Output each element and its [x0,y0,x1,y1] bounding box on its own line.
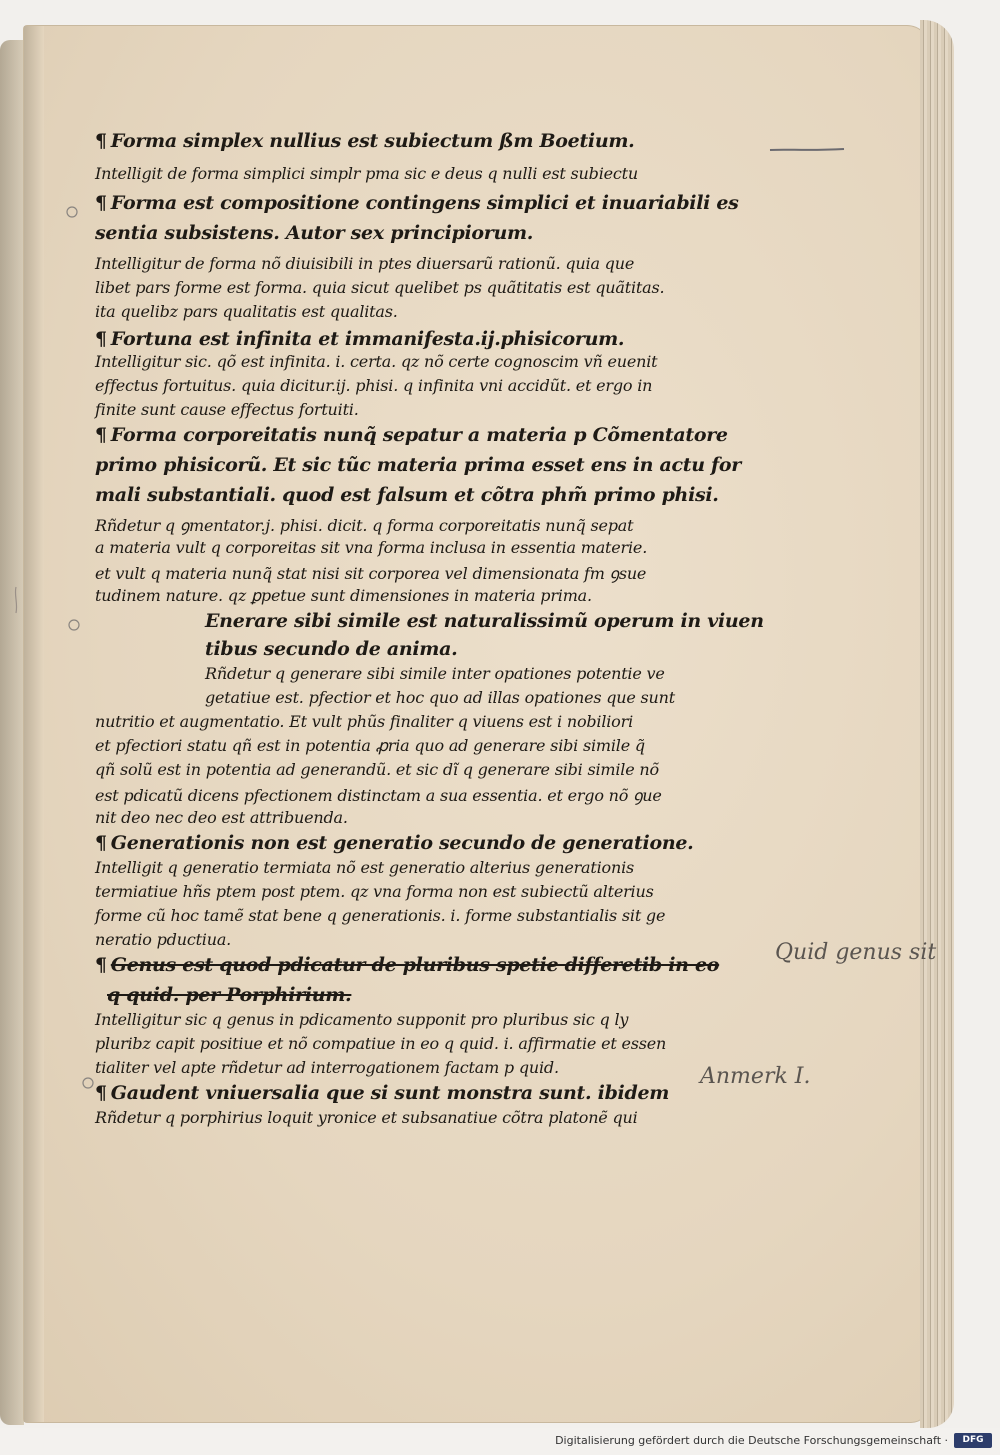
text-line-content: Intelligitur sic. qõ est infinita. i. certa. qz nõ certe cognoscim vñ euenit [95,352,658,371]
text-line-content: Intelligit de forma simplici simplr pma sic e deus q nulli est subiectu [95,164,638,183]
text-line [107,984,351,1006]
text-line-content: Enerare sibi simile est naturalissimũ operum in viuen [205,610,764,632]
text-line [95,302,398,321]
text-line [205,638,457,660]
text-line [95,538,647,557]
text-line-content: Intelligitur de forma nõ diuisibili in ptes diuersarũ rationũ. quia que [95,254,635,273]
text-line [95,1108,638,1127]
paragraph-mark-icon: ¶ [95,832,107,854]
margin-pencil-mark [8,585,24,615]
text-line [95,832,693,854]
margin-note: Quid genus sit [775,940,937,965]
text-line [95,454,741,476]
text-line [95,930,231,949]
text-line-content: primo phisicorũ. Et sic tũc materia prima esset ens in actu for [95,454,742,476]
paragraph-mark-icon: ¶ [95,192,107,214]
text-line [95,328,624,350]
text-line-content: Fortuna est infinita et immanifesta.ij.phisicorum. [110,328,625,350]
text-line-content: Rñdetur q ꝯmentator.j. phisi. dicit. q forma corporeitatis nunq̃ sepat [95,516,634,535]
text-line-content: Generationis non est generatio secundo de generatione. [110,832,694,854]
text-line-content: Intelligit q generatio termiata nõ est generatio alterius generationis [95,858,635,877]
text-line [95,954,719,976]
footer-bar [0,1428,1000,1455]
text-line [95,906,665,925]
text-line [95,376,652,395]
text-line [95,586,592,605]
text-line [95,1010,628,1029]
text-line [95,192,739,214]
page-edges-stack [920,20,954,1428]
text-line [95,254,634,273]
margin-note: Anmerk I. [700,1064,811,1089]
margin-pencil-dash [768,145,848,155]
text-line-content: et pfectiori statu qñ est in potentia ꝓria quo ad generare sibi simile q̃ [95,736,645,755]
text-line [95,424,728,446]
text-line [95,400,359,419]
text-line-content: nit deo nec deo est attribuenda. [95,808,348,827]
text-line [95,130,634,152]
text-line-content: libet pars forme est forma. quia sicut quelibet ps quãtitatis est quãtitas. [95,278,665,297]
text-line-content: tibus secundo de anima. [205,638,458,660]
text-line [95,736,645,755]
text-line-content: Forma corporeitatis nunq̃ sepatur a materia p Cõmentatore [110,424,728,446]
text-line-content: pluribz capit positiue et nõ compatiue in eo q quid. i. affirmatie et essen [95,1034,667,1053]
text-line-content: sentia subsistens. Autor sex principiorum. [95,222,534,244]
text-line-content: tudinem nature. qz ꝑpetue sunt dimensiones in materia prima. [95,586,592,605]
text-line-content: nutritio et augmentatio. Et vult phũs finaliter q viuens est i nobiliori [95,712,633,731]
text-line [95,808,348,827]
text-line [95,882,654,901]
text-line-content: q quid. per Porphirium. [107,984,352,1006]
text-line [95,712,633,731]
text-line-content: Forma est compositione contingens simplici et inuariabili es [110,192,739,214]
text-line-content: neratio pductiua. [95,930,232,949]
text-line-content: forme cũ hoc tamẽ stat bene q generationis. i. forme substantialis sit ge [95,906,666,925]
text-line-content: finite sunt cause effectus fortuiti. [95,400,359,419]
text-line-content: termiatiue hñs ptem post ptem. qz vna forma non est subiectũ alterius [95,882,654,901]
text-line [95,222,533,244]
text-line-content: Intelligitur sic q genus in pdicamento supponit pro pluribus sic q ly [95,1010,629,1029]
text-line [205,610,764,632]
margin-circle-mark-1 [64,204,80,220]
text-line [95,784,662,806]
page-gutter-shadow [24,26,44,1422]
text-line-content: et vult q materia nunq̃ stat nisi sit corporea vel dimensionata fm ꝯsue [95,564,647,583]
text-line-content: tialiter vel apte rñdetur ad interrogationem factam p quid. [95,1058,559,1077]
text-line [95,760,659,779]
text-line [95,514,633,536]
paragraph-mark-icon: ¶ [95,328,107,350]
text-line [205,688,675,707]
dfg-logo: DFG [954,1433,992,1448]
text-line [95,164,638,183]
text-line-content: Gaudent vniuersalia que si sunt monstra sunt. ibidem [110,1082,670,1104]
text-line [95,1034,666,1053]
text-line-content: Forma simplex nullius est subiectum ßm Boetium. [110,130,635,152]
paragraph-mark-icon: ¶ [95,130,107,152]
paragraph-mark-icon: ¶ [95,1082,107,1104]
margin-circle-mark-3 [80,1075,96,1091]
funding-credit: Digitalisierung gefördert durch die Deutsche Forschungsgemeinschaft · [555,1434,948,1447]
text-line [95,352,657,371]
text-line-content: Genus est quod pdicatur de pluribus spetie differetib in eo [110,954,720,976]
text-line [205,664,665,683]
text-line [95,858,634,877]
text-line-content: est pdicatũ dicens pfectionem distinctam a sua essentia. et ergo nõ ꝯue [95,786,662,805]
text-line [95,278,664,297]
text-line [95,484,719,506]
text-line-content: qñ solũ est in potentia ad generandũ. et sic dĩ q generare sibi simile nõ [95,760,659,779]
text-line-content: Rñdetur q generare sibi simile inter opationes potentie ve [205,664,665,683]
text-line-content: effectus fortuitus. quia dicitur.ij. phisi. q infinita vni accidũt. et ergo in [95,376,653,395]
margin-circle-mark-2 [66,617,82,633]
text-line-content: a materia vult q corporeitas sit vna forma inclusa in essentia materie. [95,538,648,557]
text-line [95,562,646,584]
text-line [95,1058,559,1077]
text-line-content: Rñdetur q porphirius loquit yronice et subsanatiue cõtra platonẽ qui [95,1108,638,1127]
text-line [95,1082,669,1104]
text-line-content: mali substantiali. quod est falsum et cõtra phm̃ primo phisi. [95,484,719,506]
facing-page-edge [0,40,24,1425]
paragraph-mark-icon: ¶ [95,424,107,446]
paragraph-mark-icon: ¶ [95,954,107,976]
text-line-content: ita quelibz pars qualitatis est qualitas. [95,302,398,321]
text-line-content: getatiue est. pfectior et hoc quo ad illas opationes que sunt [205,688,675,707]
